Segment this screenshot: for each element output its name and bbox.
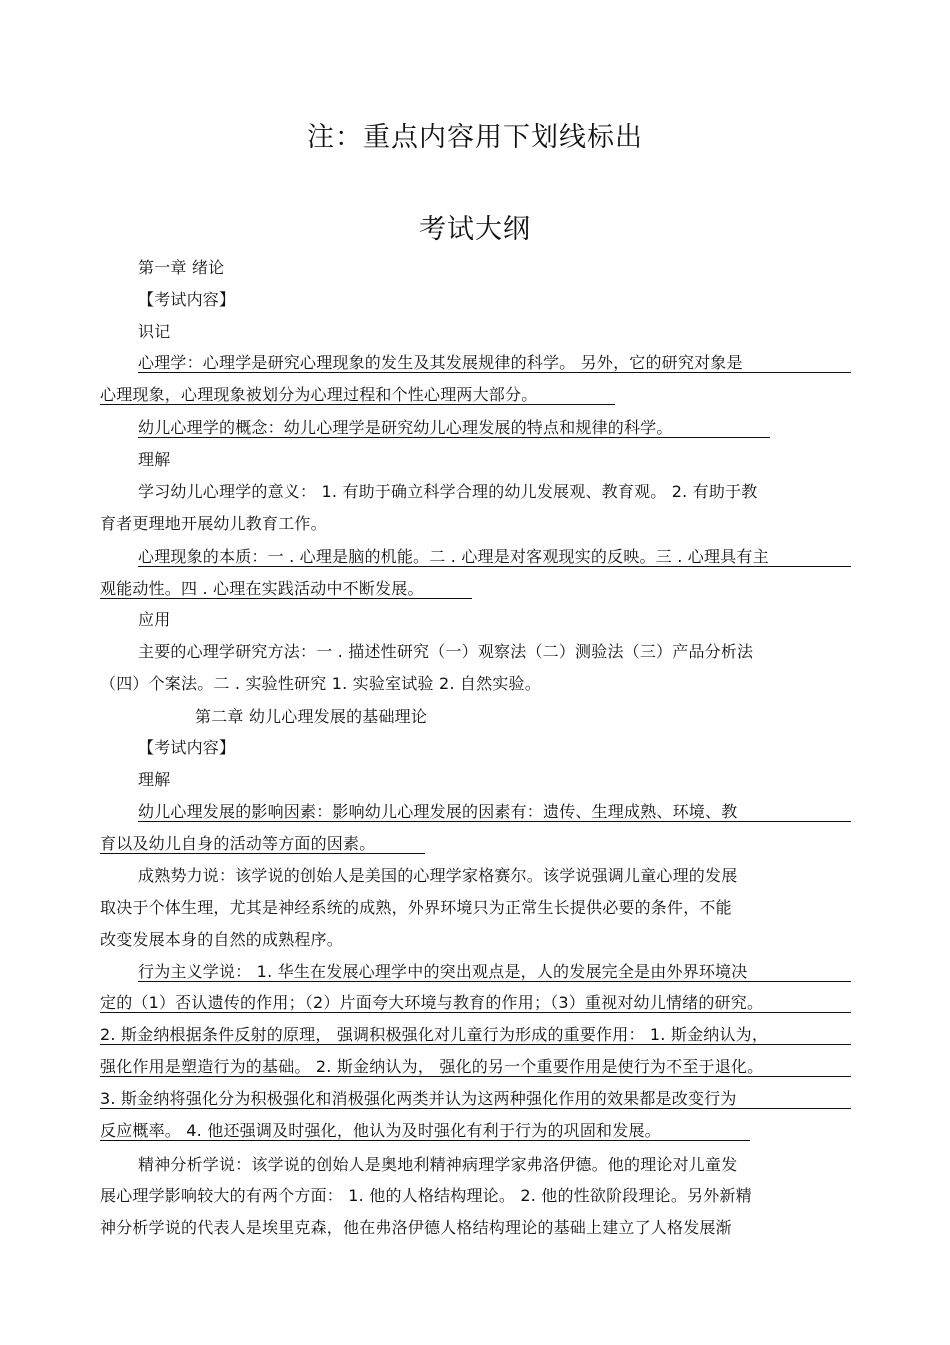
text-line: 行为主义学说： 1. 华生在发展心理学中的突出观点是，人的发展完全是由外界环境决 xyxy=(138,962,748,981)
text-line: 育以及幼儿自身的活动等方面的因素。 xyxy=(100,834,376,853)
text-line: 取决于个体生理，尤其是神经系统的成熟，外界环境只为正常生长提供必要的条件，不能 xyxy=(100,898,732,917)
underline-mark xyxy=(138,981,851,982)
text-line: 幼儿心理发展的影响因素：影响幼儿心理发展的因素有：遗传、生理成熟、环境、教 xyxy=(138,802,738,821)
underline-mark xyxy=(138,566,851,567)
text-line: 心理现象的本质：一 . 心理是脑的机能。二 . 心理是对客观现实的反映。三 . 心理具有主 xyxy=(138,547,769,566)
text-line: 识记 xyxy=(138,322,171,341)
underline-mark xyxy=(138,437,770,438)
text-line: 【考试内容】 xyxy=(138,290,236,309)
underline-mark xyxy=(100,404,615,405)
text-line: 展心理学影响较大的有两个方面： 1. 他的人格结构理论。 2. 他的性欲阶段理论。另外新精 xyxy=(100,1186,752,1205)
text-line: 神分析学说的代表人是埃里克森，他在弗洛伊德人格结构理论的基础上建立了人格发展渐 xyxy=(100,1218,732,1237)
text-line: 心理学：心理学是研究心理现象的发生及其发展规律的科学。 另外，它的研究对象是 xyxy=(138,353,743,372)
notice-heading: 注：重点内容用下划线标出 xyxy=(307,122,643,153)
text-line: 强化作用是塑造行为的基础。 2. 斯金纳认为， 强化的另一个重要作用是使行为不至于退化。 xyxy=(100,1057,764,1076)
underline-mark xyxy=(100,1108,851,1109)
text-line: （四）个案法。二 . 实验性研究 1. 实验室试验 2. 自然实验。 xyxy=(100,674,541,693)
text-line: 精神分析学说：该学说的创始人是奥地利精神病理学家弗洛伊德。他的理论对儿童发 xyxy=(138,1155,738,1174)
underline-mark xyxy=(100,1076,851,1077)
text-line: 观能动性。四 . 心理在实践活动中不断发展。 xyxy=(100,579,424,598)
text-line: 育者更理地开展幼儿教育工作。 xyxy=(100,514,327,533)
text-line: 2. 斯金纳根据条件反射的原理， 强调积极强化对儿童行为形成的重要作用： 1. 斯金纳认为， xyxy=(100,1025,769,1044)
underline-mark xyxy=(100,1012,851,1013)
text-line: 反应概率。 4. 他还强调及时强化，他认为及时强化有利于行为的巩固和发展。 xyxy=(100,1121,661,1140)
text-line: 第一章 绪论 xyxy=(138,258,225,277)
underline-mark xyxy=(100,1044,851,1045)
text-line: 3. 斯金纳将强化分为积极强化和消极强化两类并认为这两种强化作用的效果都是改变行为 xyxy=(100,1089,737,1108)
text-line: 理解 xyxy=(138,770,171,789)
text-line: 主要的心理学研究方法：一 . 描述性研究（一）观察法（二）测验法（三）产品分析法 xyxy=(138,642,754,661)
text-line: 应用 xyxy=(138,610,171,629)
underline-mark xyxy=(138,372,851,373)
text-line: 定的（1）否认遗传的作用；（2）片面夸大环境与教育的作用；（3）重视对幼儿情绪的研究。 xyxy=(100,993,764,1012)
text-line: 学习幼儿心理学的意义： 1. 有助于确立科学合理的幼儿发展观、教育观。 2. 有助于教 xyxy=(138,482,758,501)
text-line: 心理现象，心理现象被划分为心理过程和个性心理两大部分。 xyxy=(100,385,538,404)
underline-mark xyxy=(100,1140,750,1141)
text-line: 成熟势力说：该学说的创始人是美国的心理学家格赛尔。该学说强调儿童心理的发展 xyxy=(138,866,738,885)
text-line: 改变发展本身的自然的成熟程序。 xyxy=(100,930,344,949)
text-line: 幼儿心理学的概念：幼儿心理学是研究幼儿心理发展的特点和规律的科学。 xyxy=(138,418,673,437)
document-title: 考试大纲 xyxy=(419,214,531,245)
text-line: 第二章 幼儿心理发展的基础理论 xyxy=(195,707,428,726)
text-line: 理解 xyxy=(138,450,171,469)
underline-mark xyxy=(100,853,425,854)
underline-mark xyxy=(138,821,851,822)
text-line: 【考试内容】 xyxy=(138,738,236,757)
underline-mark xyxy=(100,598,472,599)
